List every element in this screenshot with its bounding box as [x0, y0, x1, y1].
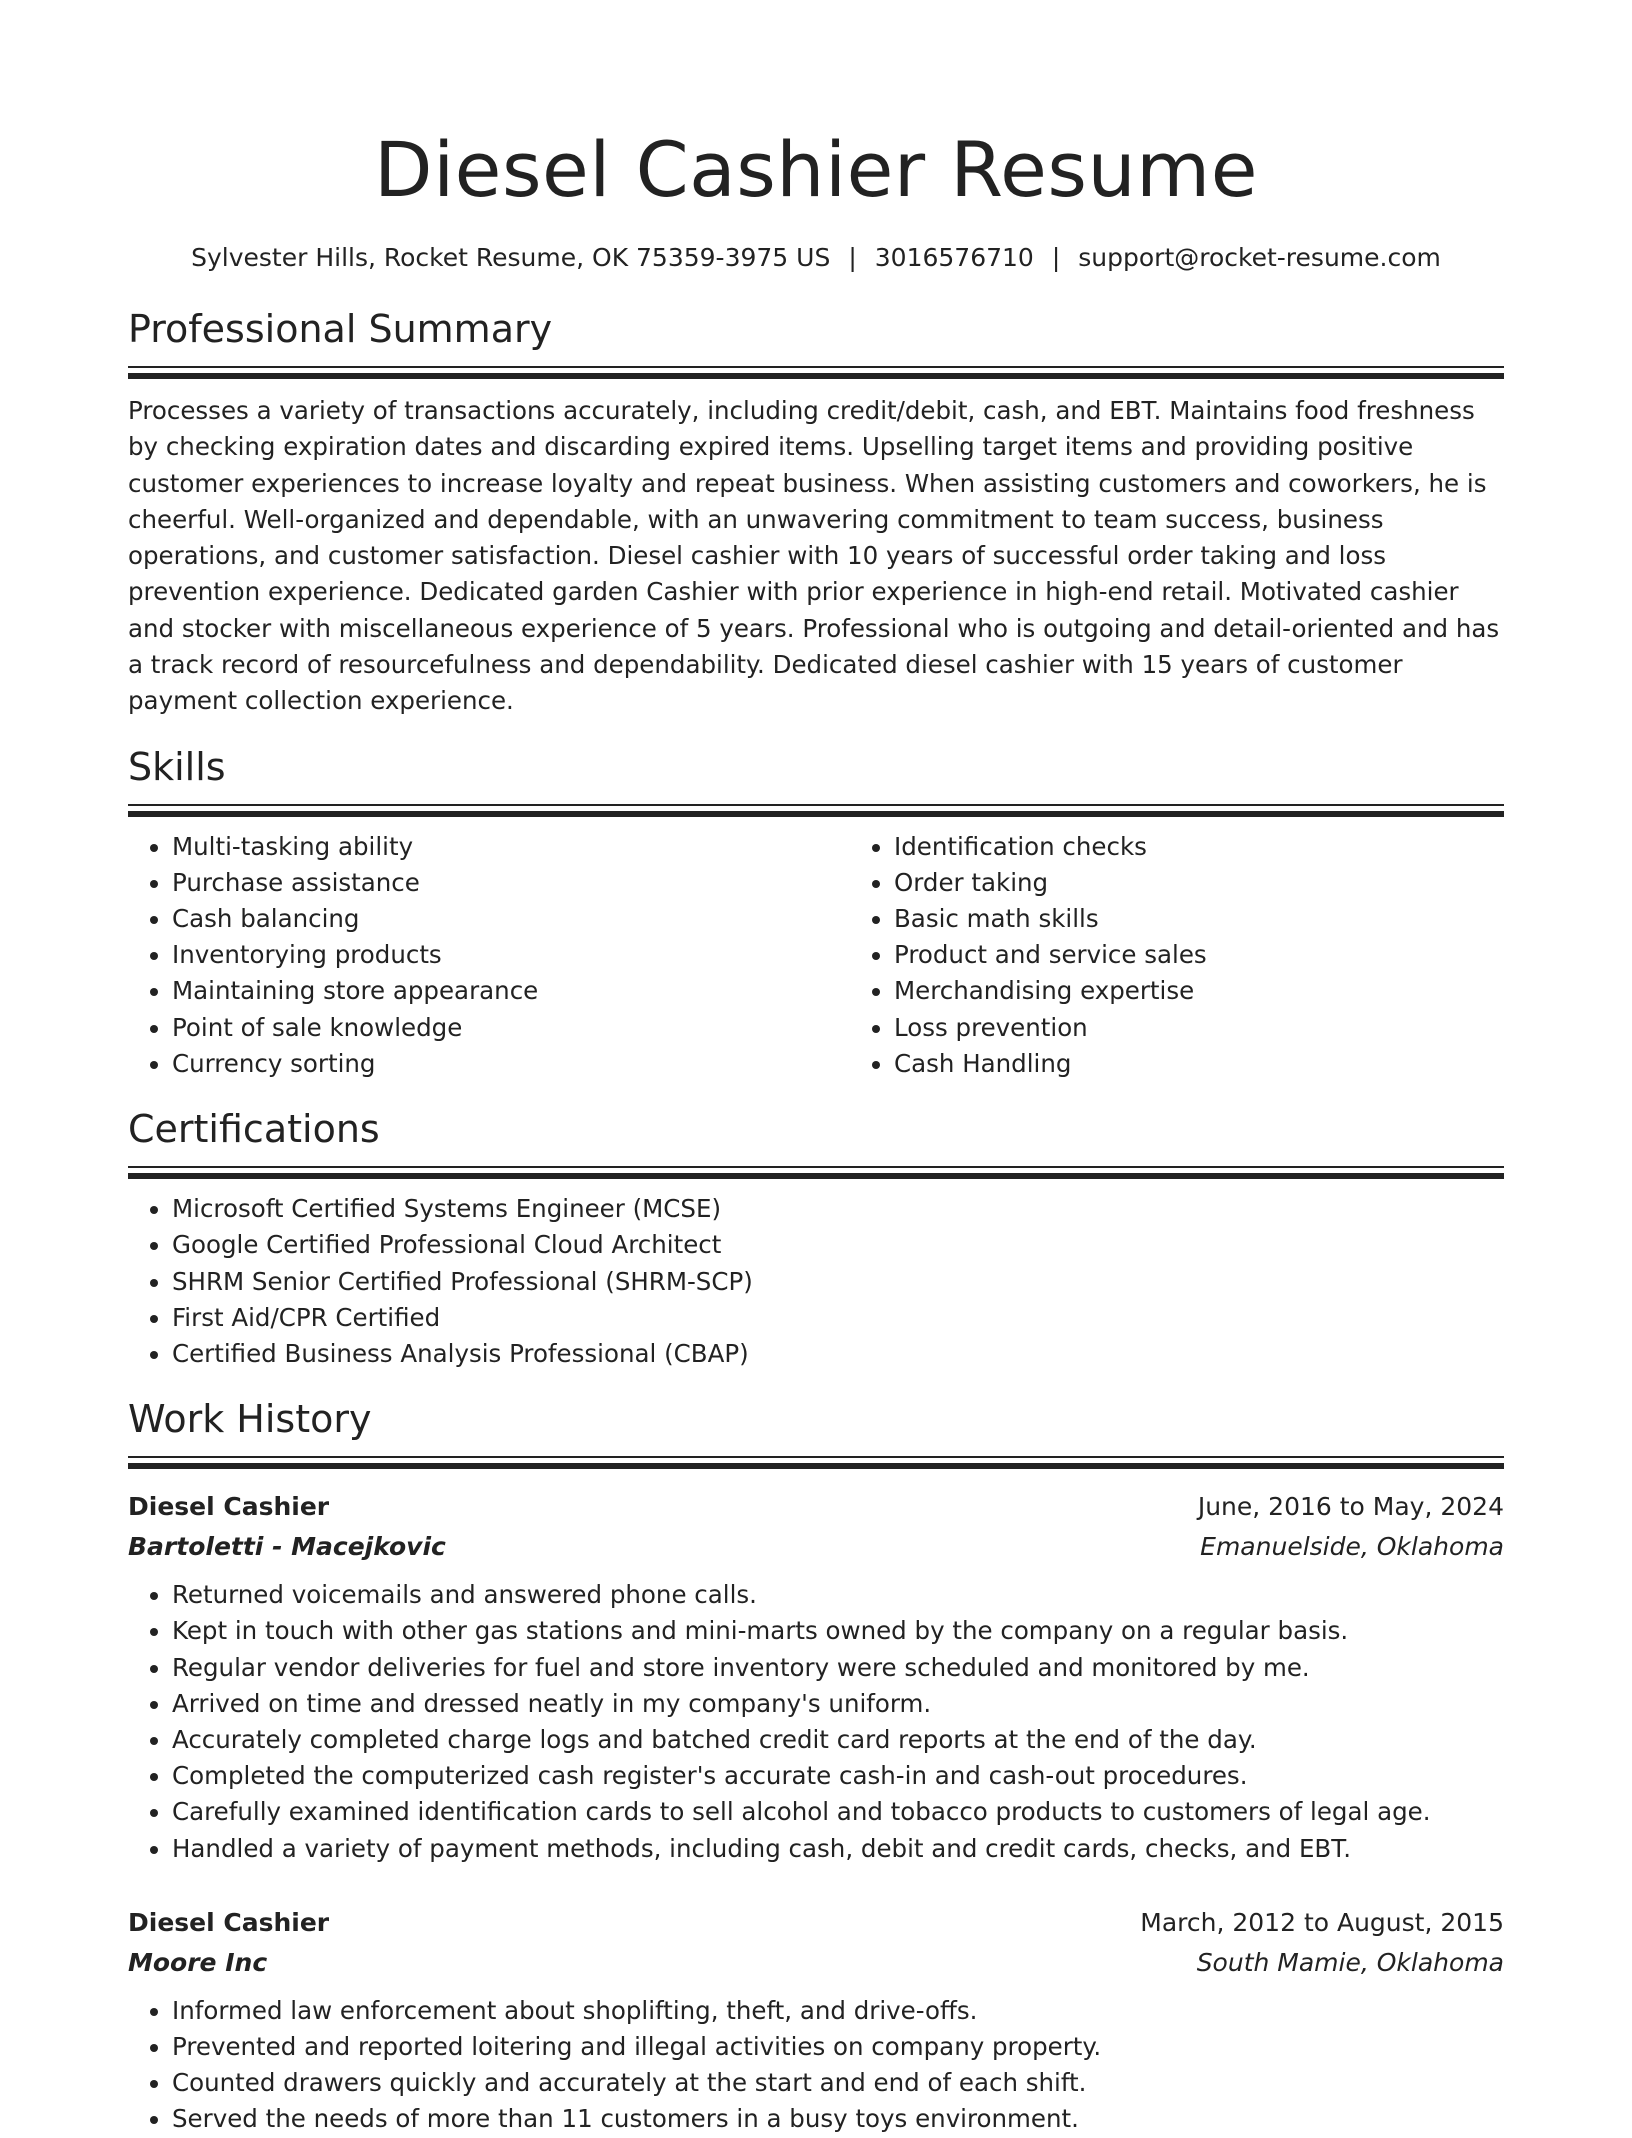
job-location: Emanuelside, Oklahoma: [1200, 1532, 1504, 1562]
job-bullets: [128, 1993, 1504, 2138]
certifications-section: [128, 1104, 1504, 1372]
skills-list-left: [128, 829, 850, 1082]
skill-item: • Loss prevention: [894, 1010, 1572, 1046]
contact-email: support@rocket-resume.com: [1078, 243, 1441, 272]
job-bullet: • Handled a variety of payment methods, including cash, debit and credit cards, checks, and EBT.: [172, 1831, 1504, 1867]
job-entry: [128, 1903, 1504, 2138]
contact-address: Sylvester Hills, Rocket Resume, OK 75359-3975 US: [191, 243, 831, 272]
contact-separator: |: [848, 243, 857, 272]
job-bullet: • Completed the computerized cash register's accurate cash-in and cash-out procedures.: [172, 1758, 1504, 1794]
skill-item: • Identification checks: [894, 829, 1572, 865]
certification-item: • Certified Business Analysis Professional (CBAP): [172, 1336, 1504, 1372]
work-history-section: [128, 1394, 1504, 2137]
skills-grid: [128, 817, 1504, 1082]
job-company-row: [128, 1943, 1504, 1983]
skill-item: • Cash Handling: [894, 1046, 1572, 1082]
certification-item: • SHRM Senior Certified Professional (SHRM-SCP): [172, 1264, 1504, 1300]
job-bullet: • Accurately completed charge logs and batched credit card reports at the end of the day.: [172, 1722, 1504, 1758]
skills-section: [128, 742, 1504, 1082]
summary-section: [128, 304, 1504, 720]
job-bullet: • Counted drawers quickly and accurately at the start and end of each shift.: [172, 2065, 1504, 2101]
skill-item: • Currency sorting: [172, 1046, 850, 1082]
skill-item: • Merchandising expertise: [894, 973, 1572, 1009]
skill-item: • Cash balancing: [172, 901, 850, 937]
job-company: Moore Inc: [128, 1947, 268, 1977]
skill-item: • Maintaining store appearance: [172, 973, 850, 1009]
summary-text: Processes a variety of transactions accurately, including credit/debit, cash, and EBT. Maintains food freshness by checking expiration dates and discarding expired items. Upselling target items and providing positive customer experiences to increase loyalty and repeat business. When assisting customers and coworkers, he is cheerful. Well-organized and dependable, with an unwavering commitment to team success, business operations, and customer satisfaction. Diesel cashier with 10 years of successful order taking and loss prevention experience. Dedicated garden Cashier with prior experience in high-end retail. Motivated cashier and stocker with miscellaneous experience of 5 years. Professional who is outgoing and detail-oriented and has a track record of resourcefulness and dependability. Dedicated diesel cashier with 15 years of customer payment collection experience.: [128, 396, 1500, 716]
job-bullets: [128, 1577, 1504, 1867]
skill-item: • Basic math skills: [894, 901, 1572, 937]
section-divider: [128, 366, 1504, 379]
skills-list-right: [850, 829, 1572, 1082]
skill-item: • Purchase assistance: [172, 865, 850, 901]
certification-item: • Microsoft Certified Systems Engineer (MCSE): [172, 1191, 1504, 1227]
job-company-row: [128, 1527, 1504, 1567]
job-bullet: • Arrived on time and dressed neatly in my company's uniform.: [172, 1686, 1504, 1722]
job-dates: June, 2016 to May, 2024: [1197, 1492, 1504, 1522]
section-divider: [128, 1456, 1504, 1469]
certification-item: • First Aid/CPR Certified: [172, 1300, 1504, 1336]
page-title: Diesel Cashier Resume: [374, 125, 1258, 214]
skill-item: • Product and service sales: [894, 937, 1572, 973]
certifications-heading: Certifications: [128, 1107, 380, 1152]
job-title: Diesel Cashier: [128, 1907, 330, 1937]
skills-heading: Skills: [128, 744, 226, 789]
skill-item: • Point of sale knowledge: [172, 1010, 850, 1046]
job-bullet: • Carefully examined identification cards to sell alcohol and tobacco products to customers of legal age.: [172, 1794, 1504, 1830]
job-company: Bartoletti - Macejkovic: [128, 1532, 446, 1562]
job-location: South Mamie, Oklahoma: [1196, 1947, 1504, 1977]
job-entry: [128, 1487, 1504, 1867]
contact-separator: |: [1051, 243, 1061, 272]
job-bullet: • Served the needs of more than 11 customers in a busy toys environment.: [172, 2101, 1504, 2137]
certifications-list: [128, 1191, 1504, 1372]
job-dates: March, 2012 to August, 2015: [1140, 1907, 1504, 1937]
contact-phone: 3016576710: [874, 243, 1034, 272]
job-header-row: [128, 1903, 1504, 1943]
skill-item: • Multi-tasking ability: [172, 829, 850, 865]
summary-heading: Professional Summary: [128, 307, 553, 351]
job-bullet: • Prevented and reported loitering and illegal activities on company property.: [172, 2029, 1504, 2065]
job-title: Diesel Cashier: [128, 1492, 330, 1522]
job-header-row: [128, 1487, 1504, 1527]
job-bullet: • Returned voicemails and answered phone calls.: [172, 1577, 1504, 1613]
section-divider: [128, 1166, 1504, 1179]
certification-item: • Google Certified Professional Cloud Architect: [172, 1227, 1504, 1263]
job-bullet: • Informed law enforcement about shoplifting, theft, and drive-offs.: [172, 1993, 1504, 2029]
section-divider: [128, 804, 1504, 817]
work-history-heading: Work History: [128, 1397, 372, 1442]
skill-item: • Inventorying products: [172, 937, 850, 973]
contact-line: [128, 242, 1504, 274]
job-bullet: • Regular vendor deliveries for fuel and store inventory were scheduled and monitored by me.: [172, 1650, 1504, 1686]
skill-item: • Order taking: [894, 865, 1572, 901]
job-bullet: • Kept in touch with other gas stations and mini-marts owned by the company on a regular basis.: [172, 1613, 1504, 1649]
